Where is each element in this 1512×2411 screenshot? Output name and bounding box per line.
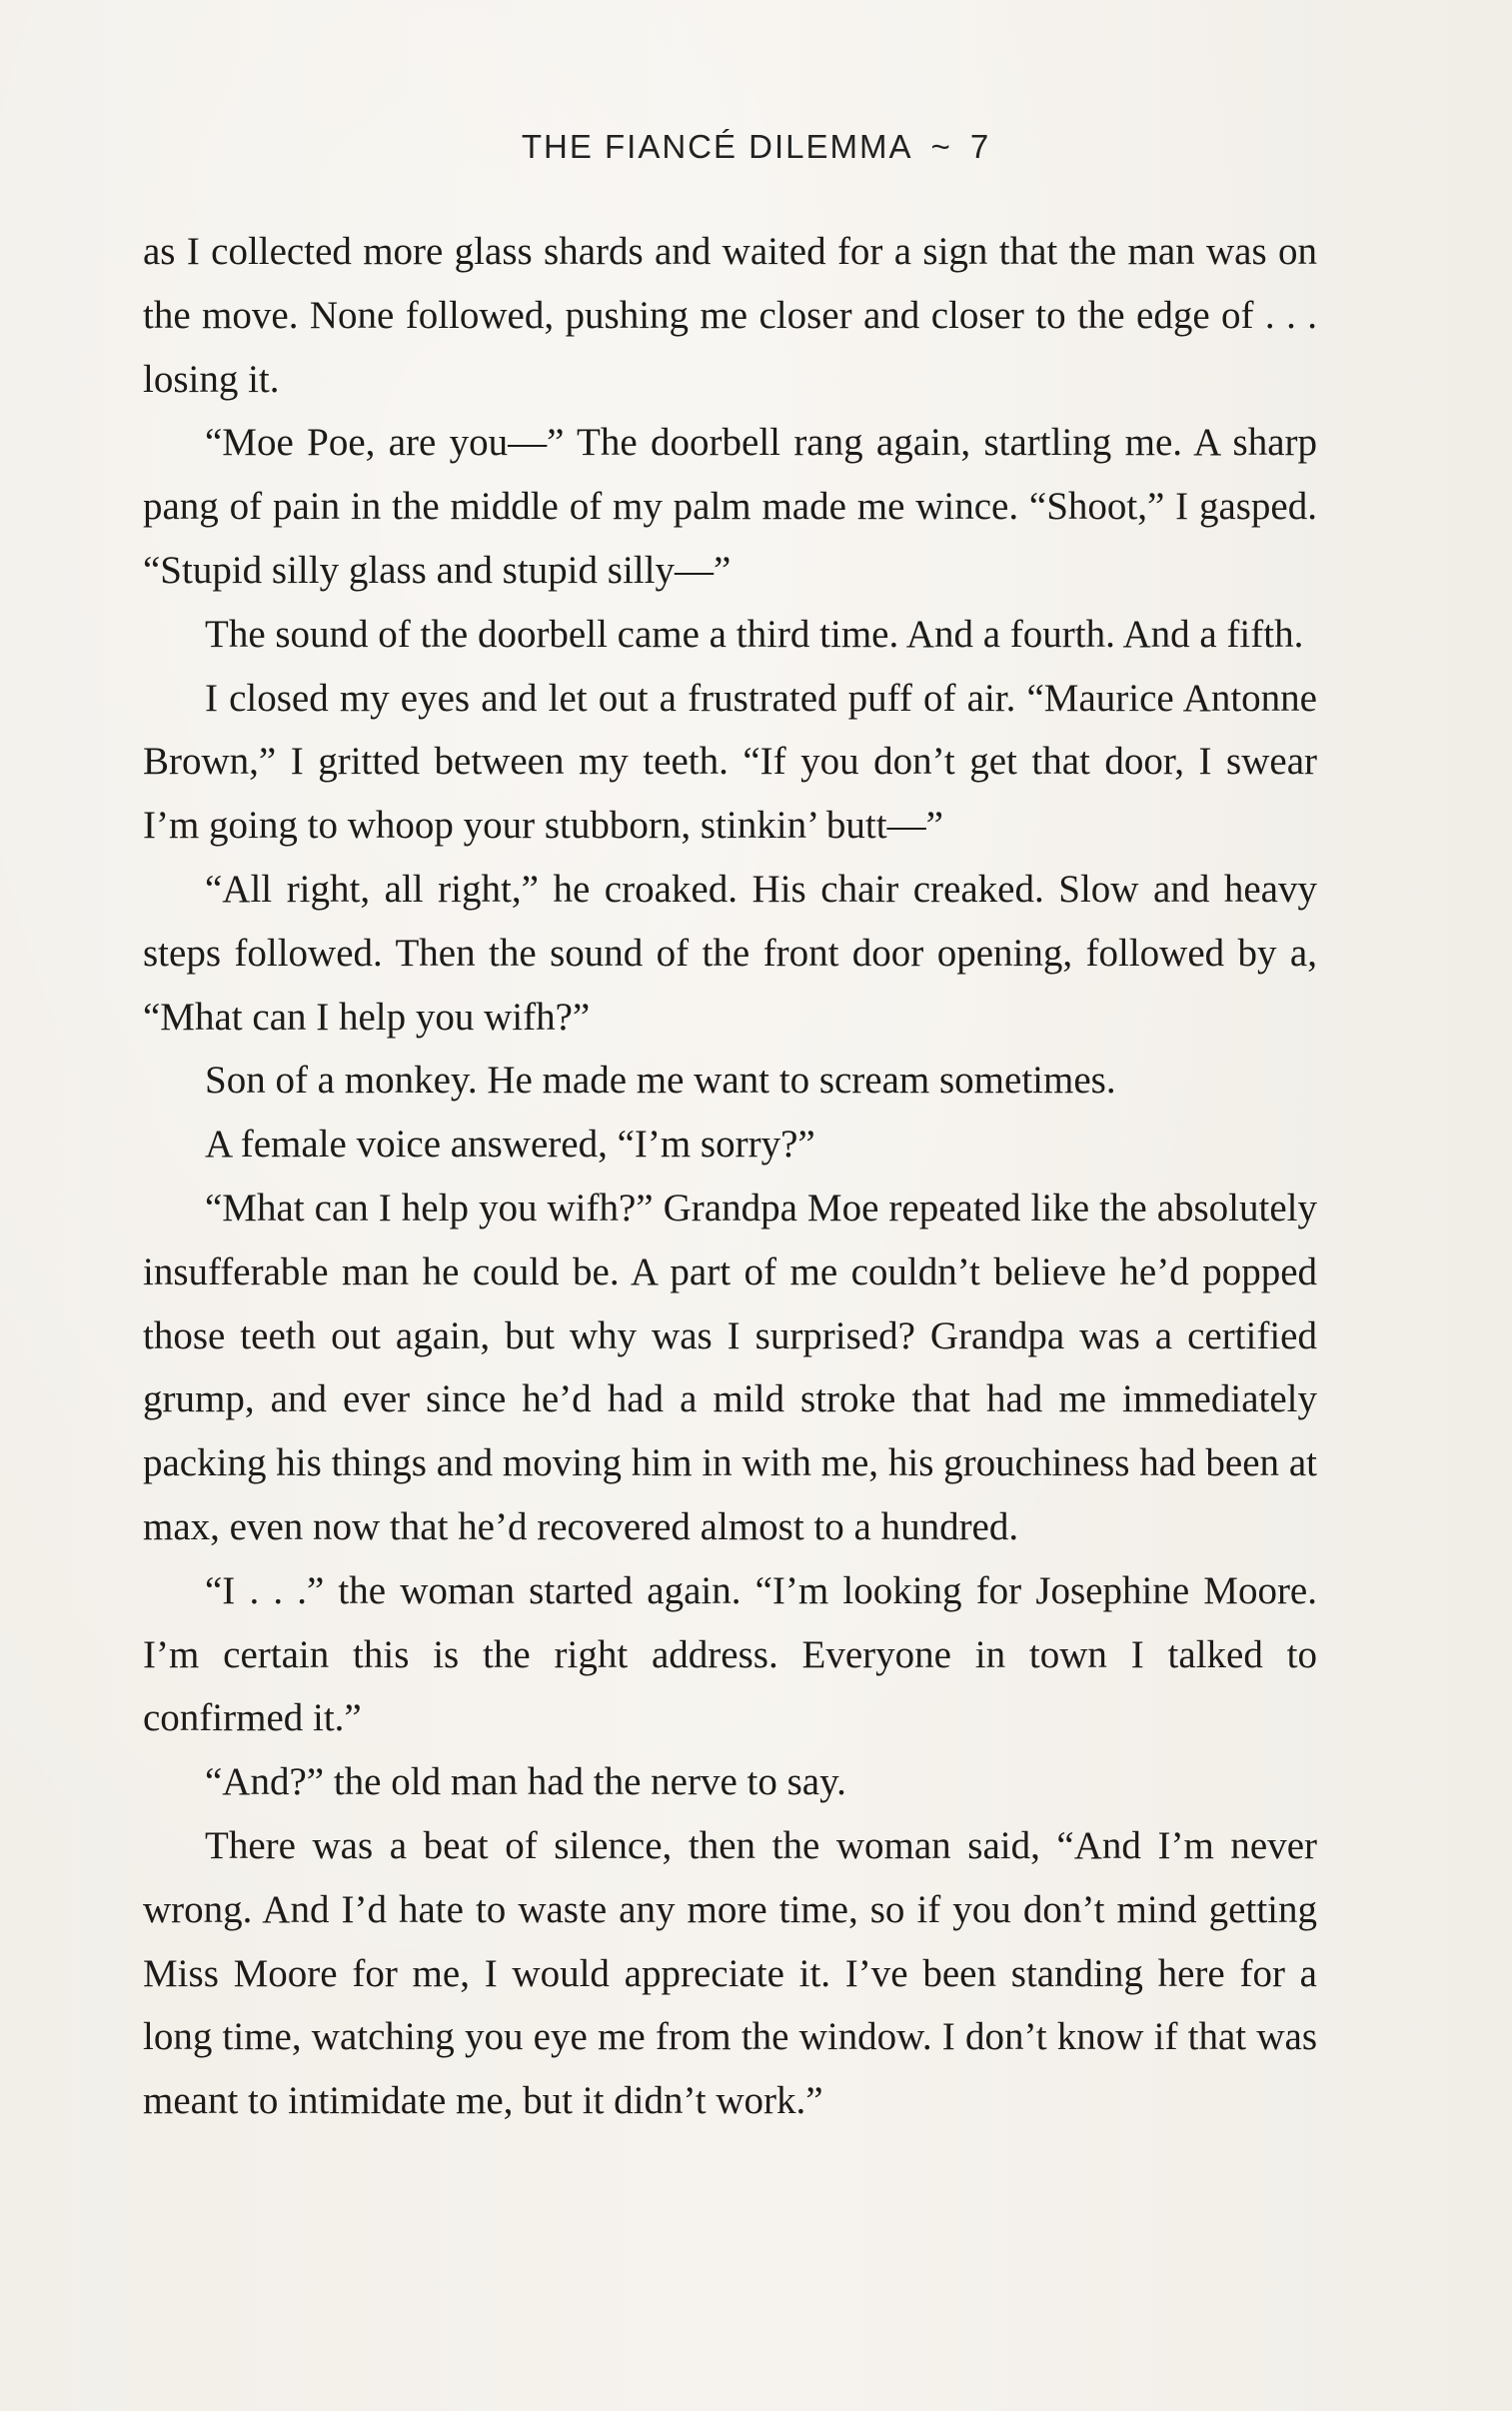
body-text bbox=[143, 220, 1317, 2133]
paragraph: I closed my eyes and let out a frustrated puff of air. “Maurice Antonne Brown,” I gritted between my teeth. “If you don’t get that door, I swear I’m going to whoop your stubborn, stinkin’ butt—” bbox=[143, 676, 1317, 848]
page-number: 7 bbox=[969, 128, 991, 165]
paragraph: Son of a monkey. He made me want to scream sometimes. bbox=[205, 1059, 1116, 1103]
paragraph: “All right, all right,” he croaked. His chair creaked. Slow and heavy steps followed. Then the sound of the front door opening, followed by a, “Mhat can I help you wifh?” bbox=[143, 867, 1317, 1039]
paragraph: as I collected more glass shards and waited for a sign that the man was on the move. None followed, pushing me closer and closer to the edge of . . . losing it. bbox=[143, 230, 1317, 401]
paragraph: “Moe Poe, are you—” The doorbell rang again, startling me. A sharp pang of pain in the middle of my palm made me wince. “Shoot,” I gasped. “Stupid silly glass and stupid silly—” bbox=[143, 421, 1317, 592]
running-head bbox=[0, 128, 1512, 166]
book-title: THE FIANCÉ DILEMMA bbox=[521, 128, 913, 165]
paragraph: A female voice answered, “I’m sorry?” bbox=[205, 1123, 815, 1167]
paragraph: The sound of the doorbell came a third time. And a fourth. And a fifth. bbox=[205, 612, 1304, 656]
paragraph: “I . . .” the woman started again. “I’m looking for Josephine Moore. I’m certain this is the right address. Everyone in town I talked to confirmed it.” bbox=[143, 1568, 1317, 1740]
paragraph: There was a beat of silence, then the woman said, “And I’m never wrong. And I’d hate to waste any more time, so if you don’t mind getting Miss Moore for me, I would appreciate it. I’ve been standing here for a long time, watching you eye me from the window. I don’t know if that was meant to intimidate me, but it didn’t work.” bbox=[143, 1823, 1317, 2123]
header-separator: ~ bbox=[930, 128, 952, 165]
paragraph: “And?” the old man had the nerve to say. bbox=[205, 1760, 846, 1804]
paragraph: “Mhat can I help you wifh?” Grandpa Moe repeated like the absolutely insufferable man he could be. A part of me couldn’t believe he’d popped those teeth out again, but why was I surprised? Grandpa was a certified grump, and ever since he’d had a mild stroke that had me immediately packing his things and moving him in with me, his grouchiness had been at max, even now that he’d recovered almost to a hundred. bbox=[143, 1186, 1317, 1548]
